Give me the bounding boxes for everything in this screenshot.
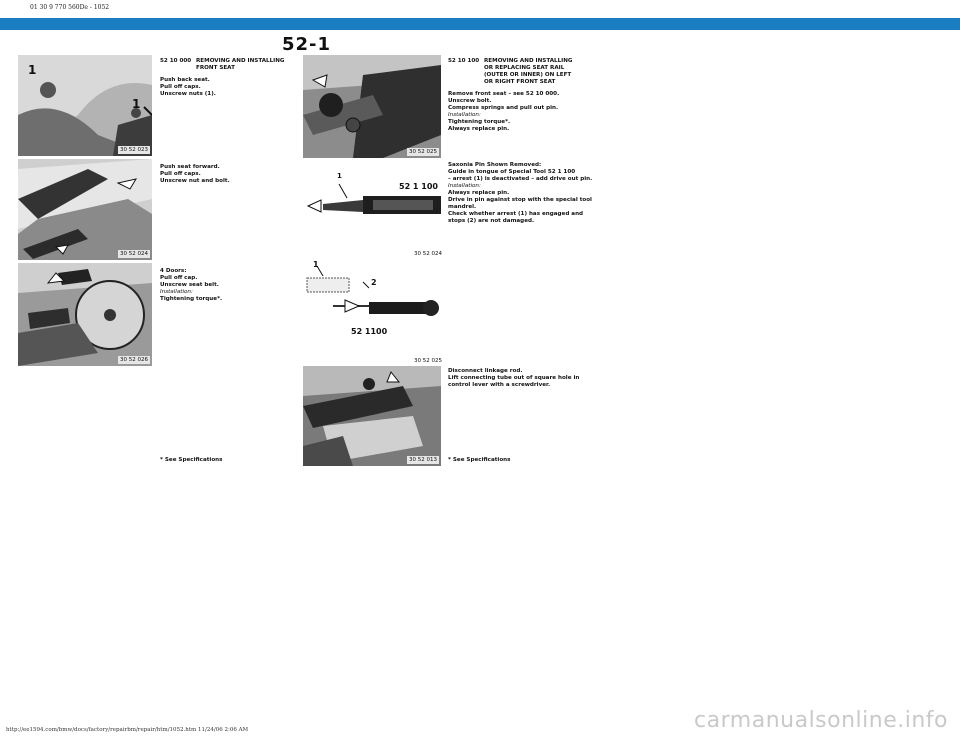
installation-label: Installation:	[448, 183, 481, 189]
step-line: Unscrew bolt.	[448, 98, 492, 104]
section-saxonia-pin	[448, 162, 613, 225]
figure-code: 30 52 024	[120, 251, 148, 257]
section-title-line-1: REMOVING AND INSTALLING	[196, 58, 285, 64]
step-line: Tightening torque*.	[448, 119, 511, 125]
step-line: 4 Doors:	[160, 268, 187, 274]
figure-code: 30 52 025	[409, 149, 437, 155]
step-line: Saxonia Pin Shown Removed:	[448, 162, 542, 168]
figure-code: 30 52 023	[120, 147, 148, 153]
step-line: – arrest (1) is deactivated – add drive out pin.	[448, 176, 593, 182]
photo-seat-belt	[18, 263, 152, 366]
step-line: stops (2) are not damaged.	[448, 218, 535, 224]
step-line: Always replace pin.	[448, 190, 510, 196]
section-code: 52 10 100	[448, 58, 480, 64]
tool-label: 52 1100	[351, 327, 388, 336]
step-line: Pull off caps.	[160, 171, 201, 177]
footer-url: http://ee1594.com/bmw/docs/factory/repairbm/repair/htm/1052.htm 11/24/06 2:06 AM	[6, 727, 249, 733]
section-title-line-2: FRONT SEAT	[196, 65, 235, 71]
callout-arrest: 1	[337, 172, 342, 180]
photo-saxonia-pin	[303, 260, 441, 363]
step-line: Unscrew seat belt.	[160, 282, 219, 288]
figure-code: 30 52 025	[414, 358, 442, 364]
step-line: Check whether arrest (1) has engaged and	[448, 211, 584, 217]
section-title-line-4: OR RIGHT FRONT SEAT	[484, 79, 556, 85]
section-four-doors	[160, 268, 295, 303]
page-number: 52-1	[282, 34, 332, 55]
installation-label: Installation:	[448, 112, 481, 118]
photo-linkage-rod	[303, 366, 441, 466]
step-line: Pull off cap.	[160, 275, 198, 281]
photo-special-tool	[303, 160, 441, 258]
header-bar	[0, 18, 960, 30]
step-line: Push seat forward.	[160, 164, 220, 170]
step-line: Unscrew nuts (1).	[160, 91, 216, 97]
step-line: mandrel.	[448, 204, 477, 210]
section-front-seat	[160, 58, 295, 98]
step-line: Remove front seat – see 52 10 000.	[448, 91, 560, 97]
step-line: control lever with a screwdriver.	[448, 382, 551, 388]
photo-seat-nuts	[18, 55, 152, 156]
section-linkage-rod	[448, 368, 613, 389]
step-line: Push back seat.	[160, 77, 210, 83]
section-code: 52 10 000	[160, 58, 192, 64]
figure-code: 30 52 026	[120, 357, 148, 363]
step-line: Drive in pin against stop with the special tool	[448, 197, 592, 203]
callout-stops: 2	[371, 278, 377, 287]
step-line: Lift connecting tube out of square hole in	[448, 375, 580, 381]
figure-code: 30 52 024	[414, 251, 442, 257]
figure-code: 30 52 013	[409, 457, 437, 463]
document-header-code: 01 30 9 770 560De - 1052	[30, 4, 110, 11]
step-line: Guide in tongue of Special Tool 52 1 100	[448, 169, 576, 175]
callout-arrest: 1	[313, 260, 319, 269]
footnote-right: * See Specifications	[448, 457, 511, 463]
step-line: Always replace pin.	[448, 126, 510, 132]
step-line: Compress springs and pull out pin.	[448, 105, 559, 111]
step-line: Pull off caps.	[160, 84, 201, 90]
step-line: Unscrew nut and bolt.	[160, 178, 230, 184]
step-line: Tightening torque*.	[160, 296, 223, 302]
section-title-line-3: (OUTER OR INNER) ON LEFT	[484, 72, 572, 78]
installation-label: Installation:	[160, 289, 193, 295]
footnote-left: * See Specifications	[160, 457, 223, 463]
step-line: Disconnect linkage rod.	[448, 368, 523, 374]
section-push-forward	[160, 164, 295, 185]
photo-seat-rail	[303, 55, 441, 158]
callout-1a: 1	[28, 63, 37, 77]
callout-1b: 1	[132, 97, 141, 111]
section-seat-rail	[448, 58, 608, 133]
section-title-line-1: REMOVING AND INSTALLING	[484, 58, 573, 64]
tool-label: 52 1 100	[399, 182, 438, 191]
photo-seat-forward	[18, 159, 152, 260]
watermark: carmanualsonline.info	[694, 708, 948, 733]
section-title-line-2: OR REPLACING SEAT RAIL	[484, 65, 565, 71]
